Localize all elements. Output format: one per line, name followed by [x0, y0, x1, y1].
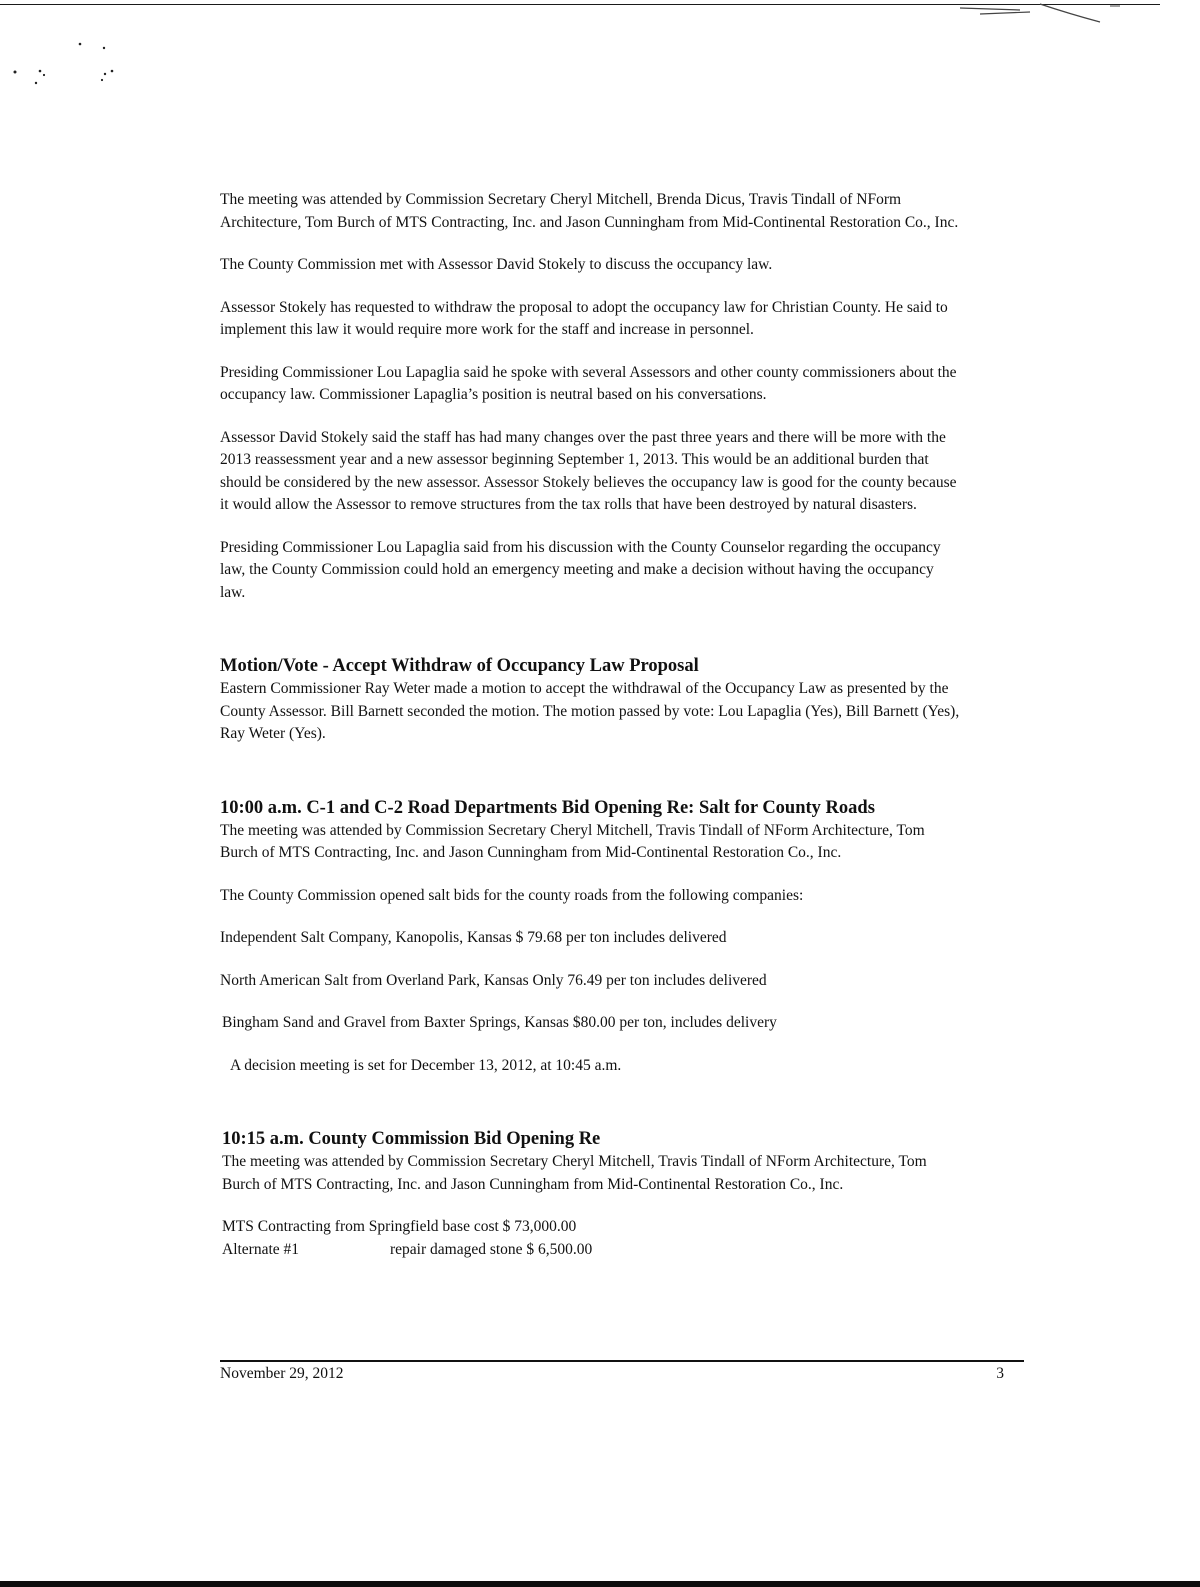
salt-attendance-paragraph: The meeting was attended by Commission Secretary Cheryl Mitchell, Travis Tindall of NForm Architecture, Tom Burch of MTS Contracting, Inc. and Jason Cunningham from Mid-Continental Restoration Co., Inc. [220, 821, 925, 861]
bottom-scan-bar [0, 1581, 1200, 1587]
scan-artifact-top-right [960, 0, 1120, 30]
salt-bid-heading: 10:00 a.m. C-1 and C-2 Road Departments Bid Opening Re: Salt for County Roads [220, 797, 875, 818]
salt-bids-opened: The County Commission opened salt bids for the county roads from the following companies: [220, 886, 804, 904]
motion-body: Eastern Commissioner Ray Weter made a motion to accept the withdrawal of the Occupancy Law as presented by the County Assessor. Bill Barnett seconded the motion. The motion passed by vote: Lou Lapaglia (Yes), Bill Barnett (Yes), Ray Weter (Yes). [220, 680, 960, 742]
counselor-discussion-paragraph: Presiding Commissioner Lou Lapaglia said from his discussion with the County Counselor regarding the occupancy law, the County Commission could hold an emergency meeting and make a decision without having the occupancy law. [220, 538, 941, 601]
salt-bid-north-american: North American Salt from Overland Park, Kansas Only 76.49 per ton includes delivered [220, 971, 767, 989]
document-body [220, 189, 960, 1261]
alternate-label: Alternate #1 [222, 1240, 300, 1258]
commission-bid-heading: 10:15 a.m. County Commission Bid Opening Re [222, 1129, 601, 1149]
lapaglia-position-paragraph: Presiding Commissioner Lou Lapaglia said he spoke with several Assessors and other county commissioners about the occupancy law. Commissioner Lapaglia’s position is neutral based on his conversations. [220, 363, 957, 403]
alternate-value: repair damaged stone $ 6,500.00 [390, 1240, 593, 1258]
footer-date: November 29, 2012 [220, 1365, 344, 1382]
motion-heading: Motion/Vote - Accept Withdraw of Occupancy Law Proposal [220, 656, 699, 676]
attendance-paragraph: The meeting was attended by Commission Secretary Cheryl Mitchell, Brenda Dicus, Travis Tindall of NForm Architecture, Tom Burch of MTS Contracting, Inc. and Jason Cunningham from Mid-Continental Restoration Co., Inc. [220, 191, 959, 231]
occupancy-meeting-paragraph: The County Commission met with Assessor David Stokely to discuss the occupancy law. [220, 256, 773, 273]
page-footer [220, 1360, 1024, 1383]
mts-base-cost-line [220, 1216, 960, 1239]
withdraw-request-paragraph: Assessor Stokely has requested to withdraw the proposal to adopt the occupancy law for Christian County. He said to implement this law it would require more work for the staff and increase in personnel. [220, 298, 948, 338]
commission-bid-attendance: The meeting was attended by Commission Secretary Cheryl Mitchell, Travis Tindall of NForm Architecture, Tom Burch of MTS Contracting, Inc. and Jason Cunningham from Mid-Continental Restoration Co., Inc. [222, 1153, 927, 1193]
salt-bid-independent: Independent Salt Company, Kanopolis, Kansas $ 79.68 per ton includes delivered [220, 929, 727, 946]
stokely-statement-paragraph: Assessor David Stokely said the staff has had many changes over the past three years and there will be more with the 2013 reassessment year and a new assessor beginning September 1, 2013. This would be an additional burden that should be considered by the new assessor. Assessor Stokely believes the occupancy law is good for the county because it would allow the Assessor to remove structures from the tax rolls that have been destroyed by natural disasters. [220, 428, 957, 513]
salt-decision-meeting: A decision meeting is set for December 13, 2012, at 10:45 a.m. [230, 1056, 622, 1074]
alternate-line [220, 1239, 960, 1262]
salt-bid-bingham: Bingham Sand and Gravel from Baxter Springs, Kansas $80.00 per ton, includes delivery [222, 1014, 777, 1031]
scan-specks [0, 30, 140, 100]
mts-base-cost-text: MTS Contracting from Springfield base cost $ 73,000.00 [222, 1218, 577, 1235]
page-number: 3 [996, 1365, 1004, 1382]
